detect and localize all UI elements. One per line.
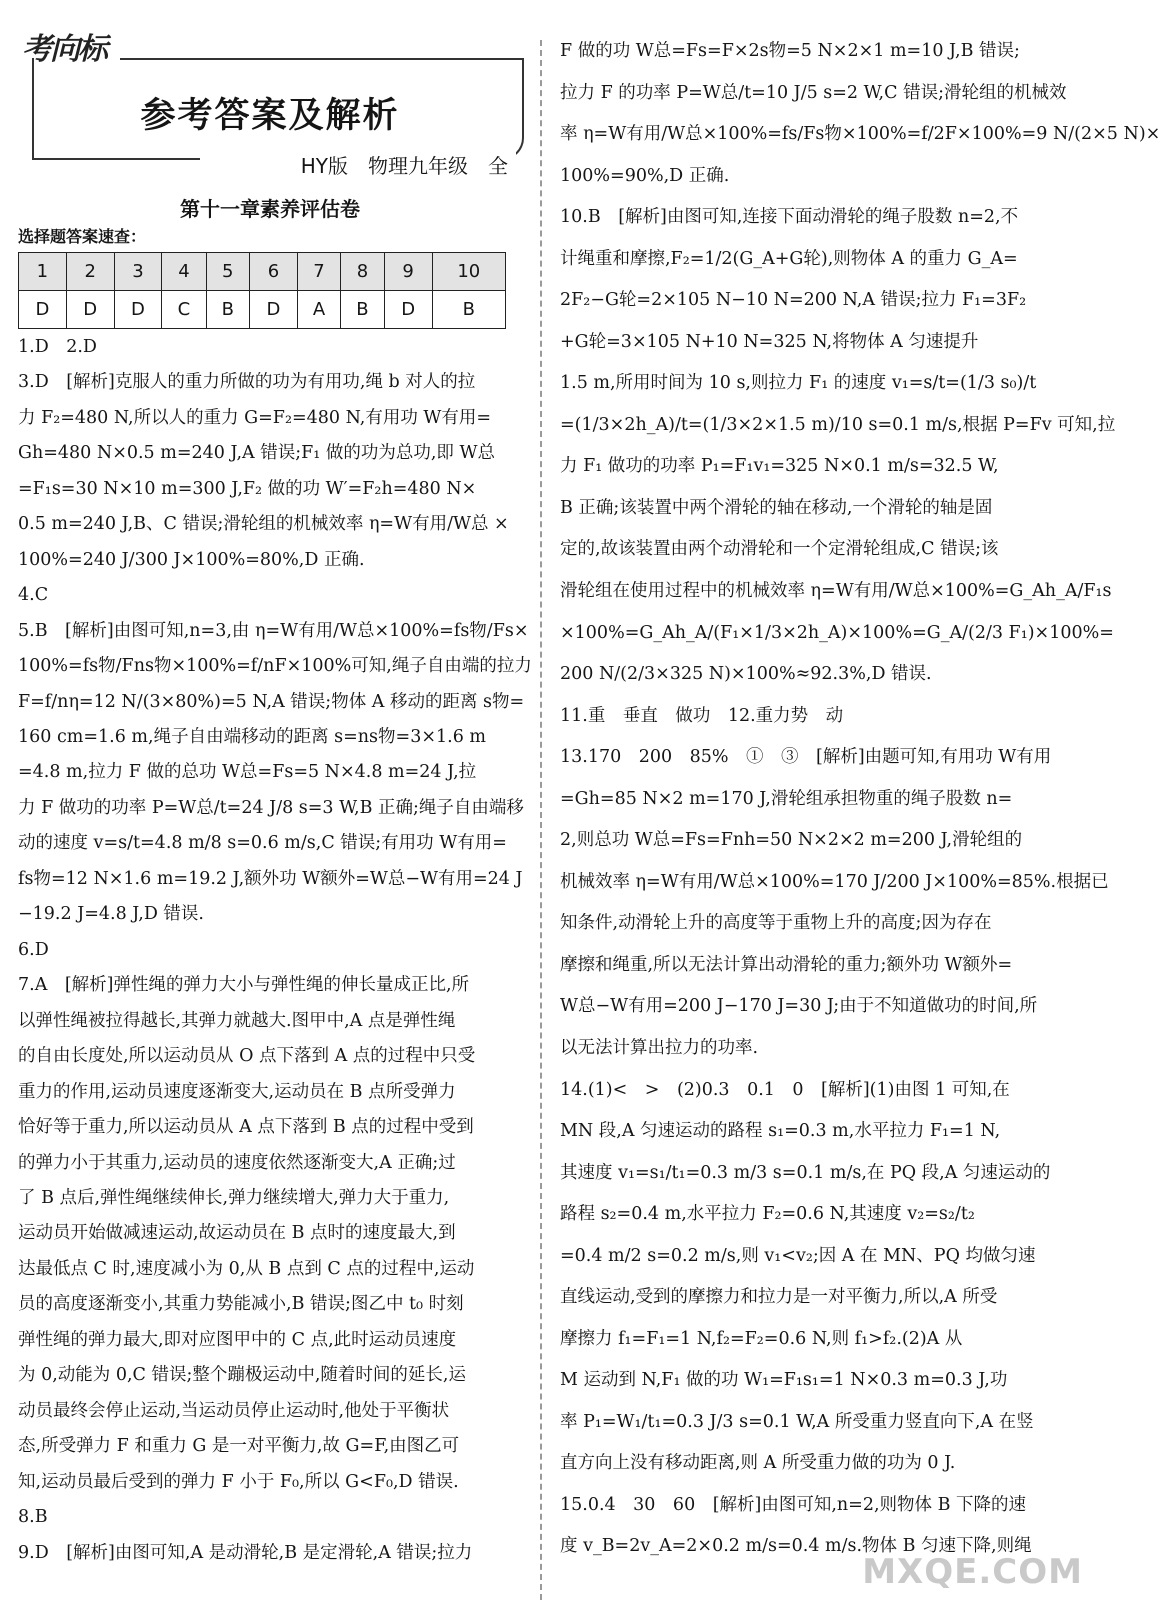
answer-text-line: F=f/nη=12 N/(3×80%)=5 N,A 错误;物体 A 移动的距离 s物=: [18, 691, 525, 712]
answer-text-line: B 正确;该装置中两个滑轮的轴在移动,一个滑轮的轴是固: [560, 497, 993, 518]
answer-text-line: 率 η=W有用/W总×100%=fs/Fs物×100%=f/2F×100%=9 N/(2×5 N)×: [560, 124, 1160, 145]
answer-cell: B: [206, 291, 250, 329]
answer-text-line: 动的速度 v=s/t=4.8 m/8 s=0.6 m/s,C 错误;有用功 W有用=: [18, 833, 507, 854]
answer-text-line: 100%=90%,D 正确.: [560, 165, 730, 186]
answer-text-line: 力 F 做功的功率 P=W总/t=24 J/8 s=3 W,B 正确;绳子自由端移: [18, 797, 524, 818]
column-divider: [540, 40, 542, 1600]
answer-text-line: M 运动到 N,F₁ 做的功 W₁=F₁s₁=1 N×0.3 m=0.3 J,功: [560, 1370, 1008, 1391]
answer-text-line: 直线运动,受到的摩擦力和拉力是一对平衡力,所以,A 所受: [560, 1287, 998, 1308]
answer-text-line: 1.D 2.D: [18, 337, 97, 357]
question-number: 7: [297, 253, 340, 291]
answer-text-line: 路程 s₂=0.4 m,水平拉力 F₂=0.6 N,其速度 v₂=s₂/t₂: [560, 1204, 975, 1225]
question-number: 4: [162, 253, 206, 291]
answer-text-line: 摩擦力 f₁=F₁=1 N,f₂=F₂=0.6 N,则 f₁>f₂.(2)A 从: [560, 1328, 963, 1349]
answer-text-line: −19.2 J=4.8 J,D 错误.: [18, 904, 204, 925]
answer-text-line: 拉力 F 的功率 P=W总/t=10 J/5 s=2 W,C 错误;滑轮组的机械效: [560, 82, 1067, 103]
answer-text-line: 率 P₁=W₁/t₁=0.3 J/3 s=0.1 W,A 所受重力竖直向下,A 在竖: [560, 1411, 1034, 1432]
answer-text-line: 为 0,动能为 0,C 错误;整个蹦极运动中,随着时间的延长,运: [18, 1365, 466, 1386]
question-number: 6: [250, 253, 298, 291]
answer-text-line: 8.B: [18, 1507, 48, 1528]
answer-cell: D: [19, 291, 67, 329]
answer-text-line: 7.A [解析]弹性绳的弹力大小与弹性绳的伸长量成正比,所: [18, 975, 470, 996]
answer-text-line: 9.D [解析]由图可知,A 是动滑轮,B 是定滑轮,A 错误;拉力: [18, 1542, 473, 1563]
answer-text-line: ×100%=G_Ah_A/(F₁×1/3×2h_A)×100%=G_A/(2/3 F₁)×100%=: [560, 622, 1114, 643]
answer-text-line: 员的高度逐渐变小,其重力势能减小,B 错误;图乙中 t₀ 时刻: [18, 1294, 464, 1315]
answer-text-line: 1.5 m,所用时间为 10 s,则拉力 F₁ 的速度 v₁=s/t=(1/3 s₀)/t: [560, 373, 1037, 394]
answer-text-line: 度 v_B=2v_A=2×0.2 m/s=0.4 m/s.物体 B 匀速下降,则绳: [560, 1536, 1032, 1557]
answer-text-line: 力 F₂=480 N,所以人的重力 G=F₂=480 N,有用功 W有用=: [18, 407, 492, 428]
answer-text-line: 160 cm=1.6 m,绳子自由端移动的距离 s=ns物=3×1.6 m: [18, 727, 486, 748]
answer-text-line: 15.0.4 30 60 [解析]由图可知,n=2,则物体 B 下降的速: [560, 1494, 1027, 1515]
answer-text-line: 以弹性绳被拉得越长,其弹力就越大.图甲中,A 点是弹性绳: [18, 1010, 456, 1031]
answer-cell: C: [162, 291, 206, 329]
answer-cell: B: [341, 291, 385, 329]
answer-cell: D: [114, 291, 162, 329]
answer-text-line: 0.5 m=240 J,B、C 错误;滑轮组的机械效率 η=W有用/W总 ×: [18, 514, 509, 535]
answer-text-line: 知,运动员最后受到的弹力 F 小于 F₀,所以 G<F₀,D 错误.: [18, 1471, 459, 1492]
answer-text-line: 2F₂−G轮=2×105 N−10 N=200 N,A 错误;拉力 F₁=3F₂: [560, 290, 1027, 311]
answer-text-line: 的弹力小于其重力,运动员的速度依然逐渐变大,A 正确;过: [18, 1152, 456, 1173]
answer-cell: D: [66, 291, 114, 329]
answer-cell: D: [384, 291, 432, 329]
answer-text-line: 13.170 200 85% ① ③ [解析]由题可知,有用功 W有用: [560, 747, 1052, 768]
answer-text-line: 6.D: [18, 939, 49, 960]
answer-text-line: 知条件,动滑轮上升的高度等于重物上升的高度;因为存在: [560, 913, 992, 934]
answer-table-header-row: [19, 253, 506, 291]
answer-text-line: 达最低点 C 时,速度减小为 0,从 B 点到 C 点的过程中,运动: [18, 1258, 475, 1279]
quick-answer-label: 选择题答案速查：: [18, 227, 147, 246]
page-title: 参考答案及解析: [140, 96, 400, 136]
answer-text-line: 2,则总功 W总=Fs=Fnh=50 N×2×2 m=200 J,滑轮组的: [560, 830, 1023, 851]
answer-text-line: 10.B [解析]由图可知,连接下面动滑轮的绳子股数 n=2,不: [560, 207, 1019, 228]
answer-text-line: 5.B [解析]由图可知,n=3,由 η=W有用/W总×100%=fs物/Fs×: [18, 620, 529, 641]
answer-text-line: 态,所受弹力 F 和重力 G 是一对平衡力,故 G=F,由图乙可: [18, 1436, 460, 1457]
question-number: 1: [19, 253, 67, 291]
answer-text-line: 重力的作用,运动员速度逐渐变大,运动员在 B 点所受弹力: [18, 1081, 456, 1102]
answer-table-answer-row: [19, 291, 506, 329]
answer-text-line: fs物=12 N×1.6 m=19.2 J,额外功 W额外=W总−W有用=24 J: [18, 868, 523, 889]
question-number: 8: [341, 253, 385, 291]
answer-text-line: +G轮=3×105 N+10 N=325 N,将物体 A 匀速提升: [560, 331, 979, 352]
answer-text-line: 的自由长度处,所以运动员从 O 点下落到 A 点的过程中只受: [18, 1046, 476, 1067]
answer-text-line: 弹性绳的弹力最大,即对应图甲中的 C 点,此时运动员速度: [18, 1329, 457, 1350]
answer-text-line: 以无法计算出拉力的功率.: [560, 1037, 759, 1058]
answer-text-line: 100%=fs物/Fns物×100%=f/nF×100%可知,绳子自由端的拉力: [18, 656, 532, 677]
answer-text-line: 力 F₁ 做功的功率 P₁=F₁v₁=325 N×0.1 m/s=32.5 W,: [560, 456, 999, 477]
answer-text-line: =0.4 m/2 s=0.2 m/s,则 v₁<v₂;因 A 在 MN、PQ 均做匀速: [560, 1245, 1036, 1266]
answer-text-line: =4.8 m,拉力 F 做的总功 W总=Fs=5 N×4.8 m=24 J,拉: [18, 762, 477, 783]
site-watermark: MXQE.COM: [862, 1552, 1083, 1592]
answer-text-line: 计绳重和摩擦,F₂=1/2(G_A+G轮),则物体 A 的重力 G_A=: [560, 248, 1018, 269]
answer-text-line: 100%=240 J/300 J×100%=80%,D 正确.: [18, 549, 365, 570]
answer-table: [18, 252, 506, 329]
answer-text-line: 14.(1)< > (2)0.3 0.1 0 [解析](1)由图 1 可知,在: [560, 1079, 1010, 1100]
question-number: 9: [384, 253, 432, 291]
question-number: 5: [206, 253, 250, 291]
answer-text-line: 11.重 垂直 做功 12.重力势 动: [560, 705, 844, 726]
answer-text-line: 3.D [解析]克服人的重力所做的功为有用功,绳 b 对人的拉: [18, 372, 476, 393]
answer-cell: A: [297, 291, 340, 329]
answer-text-line: 动员最终会停止运动,当运动员停止运动时,他处于平衡状: [18, 1400, 450, 1421]
answer-text-line: 滑轮组在使用过程中的机械效率 η=W有用/W总×100%=G_Ah_A/F₁s: [560, 581, 1112, 602]
page-subtitle: HY版 物理九年级 全: [200, 150, 516, 179]
section-title: 第十一章素养评估卷: [180, 197, 360, 221]
answer-text-line: 摩擦和绳重,所以无法计算出动滑轮的重力;额外功 W额外=: [560, 954, 1013, 975]
answer-text-line: =F₁s=30 N×10 m=300 J,F₂ 做的功 W′=F₂h=480 N×: [18, 478, 477, 499]
answer-text-line: 4.C: [18, 585, 49, 606]
answer-text-line: =Gh=85 N×2 m=170 J,滑轮组承担物重的绳子股数 n=: [560, 788, 1013, 809]
answer-text-line: F 做的功 W总=Fs=F×2s物=5 N×2×1 m=10 J,B 错误;: [560, 41, 1020, 61]
answer-text-line: 运动员开始做减速运动,故运动员在 B 点时的速度最大,到: [18, 1223, 456, 1244]
question-number: 10: [432, 253, 505, 291]
answer-text-line: 恰好等于重力,所以运动员从 A 点下落到 B 点的过程中受到: [18, 1117, 474, 1138]
question-number: 3: [114, 253, 162, 291]
answer-text-line: 200 N/(2/3×325 N)×100%≈92.3%,D 错误.: [560, 664, 932, 685]
answer-text-line: 机械效率 η=W有用/W总×100%=170 J/200 J×100%=85%.根据已: [560, 871, 1109, 892]
answer-text-line: 了 B 点后,弹性绳继续伸长,弹力继续增大,弹力大于重力,: [18, 1187, 450, 1208]
brand-logo: 考向标: [22, 32, 106, 67]
question-number: 2: [66, 253, 114, 291]
answer-text-line: 其速度 v₁=s₁/t₁=0.3 m/3 s=0.1 m/s,在 PQ 段,A 匀速运动的: [560, 1162, 1051, 1183]
answer-text-line: W总−W有用=200 J−170 J=30 J;由于不知道做功的时间,所: [560, 996, 1038, 1017]
answer-cell: B: [432, 291, 505, 329]
answer-text-line: MN 段,A 匀速运动的路程 s₁=0.3 m,水平拉力 F₁=1 N,: [560, 1121, 1001, 1142]
answer-cell: D: [250, 291, 298, 329]
answer-text-line: 直方向上没有移动距离,则 A 所受重力做的功为 0 J.: [560, 1453, 956, 1474]
answer-text-line: Gh=480 N×0.5 m=240 J,A 错误;F₁ 做的功为总功,即 W总: [18, 443, 495, 464]
answer-text-line: 定的,故该装置由两个动滑轮和一个定滑轮组成,C 错误;该: [560, 539, 999, 560]
answer-text-line: =(1/3×2h_A)/t=(1/3×2×1.5 m)/10 s=0.1 m/s,根据 P=Fv 可知,拉: [560, 414, 1116, 435]
